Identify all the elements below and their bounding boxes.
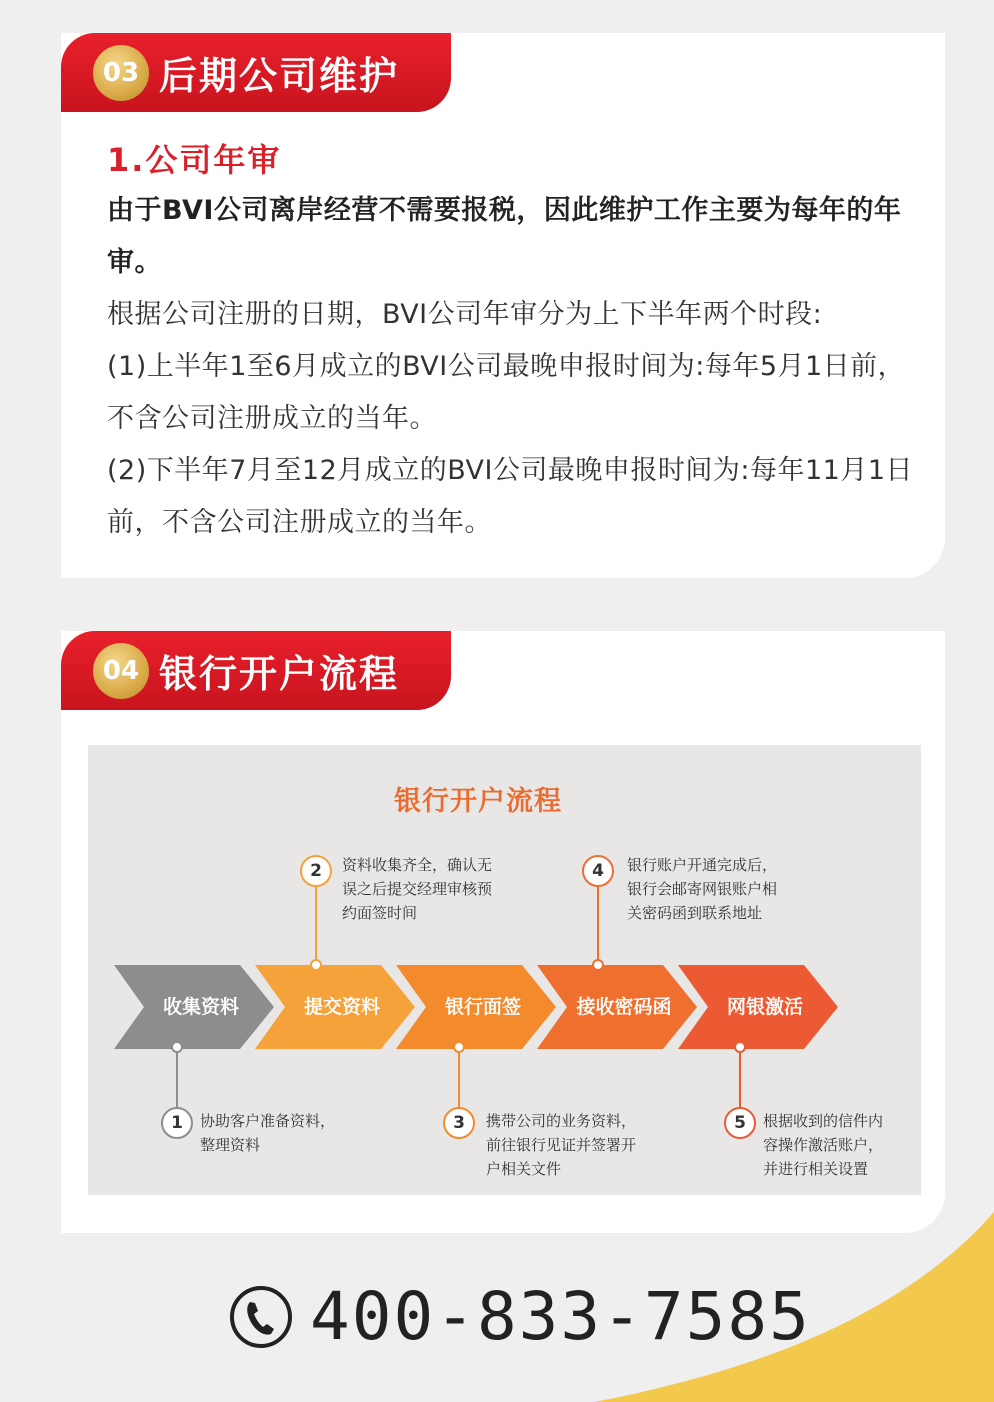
- phone-icon: [228, 1284, 294, 1350]
- phone-contact[interactable]: [228, 1278, 811, 1355]
- step-1-connector: [176, 1049, 178, 1109]
- section-03-body: [107, 135, 917, 549]
- section-03-header: [61, 33, 451, 112]
- step-5-connector: [739, 1049, 741, 1109]
- step-4-number: 4: [582, 855, 614, 887]
- step-2-connector: [315, 887, 317, 965]
- section-04-number-badge: 04: [93, 643, 149, 699]
- step-3-connector: [458, 1049, 460, 1109]
- flow-diagram-title: 银行开户流程: [394, 786, 562, 817]
- flow-arrow-label: 接收密码函: [576, 996, 672, 1018]
- flow-arrow-submit: [255, 965, 415, 1049]
- section-03-number-badge: 03: [93, 45, 149, 101]
- annual-review-heading: 1.公司年审: [107, 141, 282, 179]
- step-4-text: 银行账户开通完成后， 银行会邮寄网银账户相 关密码函到联系地址: [627, 856, 778, 922]
- section-04-header: [61, 631, 451, 710]
- step-2-dot: [310, 959, 322, 971]
- flow-arrow-interview: [396, 965, 556, 1049]
- step-4-dot: [592, 959, 604, 971]
- step-5-dot: [734, 1041, 746, 1053]
- annual-review-intro: 由于BVI公司离岸经营不需要报税，因此维护工作主要为每年的年审。: [107, 195, 902, 278]
- annual-review-second-half: (2)下半年7月至12月成立的BVI公司最晚申报时间为:每年11月1日前，不含公司注册成立的当年。: [107, 455, 914, 538]
- section-03-title: 后期公司维护: [159, 54, 400, 98]
- step-1-dot: [171, 1041, 183, 1053]
- flow-arrow-label: 银行面签: [444, 996, 521, 1018]
- section-04-title: 银行开户流程: [159, 652, 400, 696]
- step-5-text: 根据收到的信件内 容操作激活账户， 并进行相关设置: [763, 1112, 884, 1178]
- bank-account-flow-diagram: [88, 745, 921, 1195]
- annual-review-periods: 根据公司注册的日期，BVI公司年审分为上下半年两个时段:: [107, 299, 823, 330]
- annual-review-first-half: (1)上半年1至6月成立的BVI公司最晚申报时间为:每年5月1日前，不含公司注册成立的当年。: [107, 351, 906, 434]
- step-3-number: 3: [443, 1107, 475, 1139]
- step-1-number: 1: [161, 1107, 193, 1139]
- step-3-dot: [453, 1041, 465, 1053]
- flow-arrow-receive-letter: [537, 965, 697, 1049]
- flow-arrow-label: 收集资料: [162, 996, 239, 1018]
- step-5-number: 5: [724, 1107, 756, 1139]
- step-2-number: 2: [300, 855, 332, 887]
- flow-arrow-label: 网银激活: [726, 996, 803, 1018]
- phone-number[interactable]: 400-833-7585: [310, 1278, 811, 1355]
- step-2-text: 资料收集齐全，确认无 误之后提交经理审核预 约面签时间: [342, 856, 493, 922]
- flow-arrow-label: 提交资料: [303, 996, 380, 1018]
- flow-arrow-activate: [678, 965, 838, 1049]
- step-3-text: 携带公司的业务资料， 前往银行见证并签署开 户相关文件: [486, 1112, 637, 1178]
- step-4-connector: [597, 887, 599, 965]
- step-1-text: 协助客户准备资料， 整理资料: [200, 1112, 336, 1154]
- flow-arrow-collect: [114, 965, 274, 1049]
